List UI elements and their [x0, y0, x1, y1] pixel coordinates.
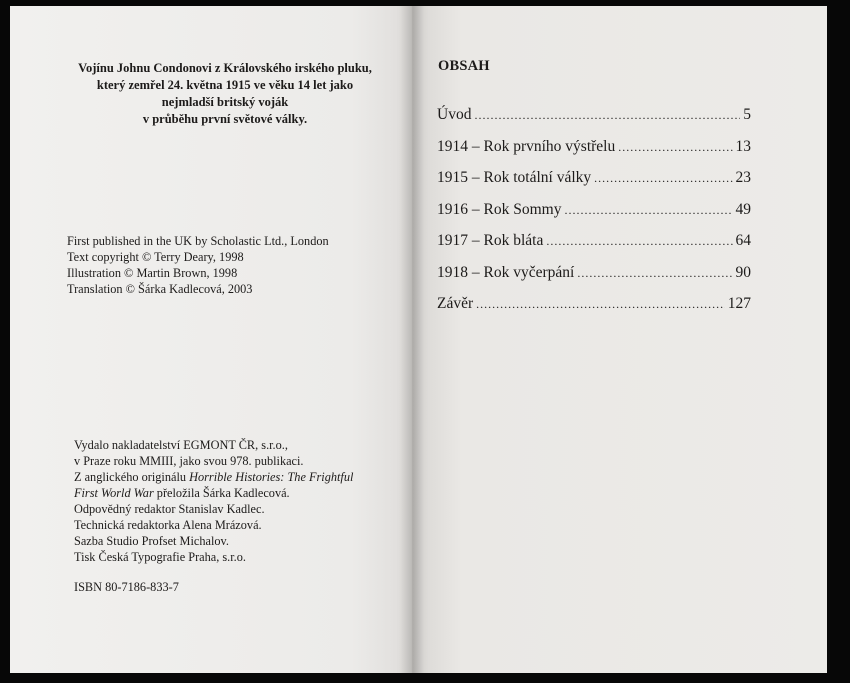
toc-entry[interactable]	[437, 169, 751, 201]
toc-entry-page: 90	[735, 263, 751, 281]
copyright-line: Illustration © Martin Brown, 1998	[67, 266, 238, 280]
toc-entry-page: 13	[735, 137, 751, 155]
original-title: Horrible Histories: The Frightful	[189, 470, 354, 484]
imprint-line: v Praze roku MMIII, jako svou 978. publikaci.	[74, 454, 304, 468]
toc-dot-leader	[577, 266, 732, 281]
copyright-notice	[67, 233, 397, 297]
toc-dot-leader	[594, 171, 732, 186]
toc-entry-title: Úvod	[437, 106, 472, 123]
book-spine	[400, 6, 424, 673]
original-title: First World War	[74, 486, 154, 500]
toc-entry-title: 1918 – Rok vyčerpání	[437, 263, 575, 281]
imprint-line: Sazba Studio Profset Michalov.	[74, 534, 229, 548]
toc-dot-leader	[474, 108, 740, 123]
toc-entry-title: Závěr	[437, 295, 474, 312]
toc-entry-title: 1917 – Rok bláta	[437, 232, 544, 249]
copyright-line: Translation © Šárka Kadlecová, 2003	[67, 282, 253, 296]
toc-entry[interactable]	[437, 264, 751, 296]
toc-entry[interactable]	[437, 106, 751, 138]
imprint-line	[74, 469, 404, 485]
isbn: ISBN 80-7186-833-7	[74, 580, 179, 594]
toc-entry-title: 1915 – Rok totální války	[437, 169, 592, 186]
toc-entry[interactable]	[437, 232, 751, 264]
copyright-line: First published in the UK by Scholastic Ltd., London	[67, 234, 329, 248]
toc-entry[interactable]	[437, 201, 751, 233]
imprint-text: Z anglického originálu	[74, 470, 190, 484]
toc-entry-page: 23	[735, 169, 751, 186]
toc-entry-title: 1916 – Rok Sommy	[437, 200, 562, 218]
table-of-contents	[437, 106, 751, 327]
toc-entry-page: 64	[735, 232, 751, 249]
dedication-line: Vojínu Johnu Condonovi z Královského irského pluku,	[78, 61, 372, 75]
toc-dot-leader	[618, 140, 732, 155]
toc-entry[interactable]	[437, 295, 751, 327]
contents-heading: OBSAH	[438, 58, 490, 74]
toc-entry-title: 1914 – Rok prvního výstřelu	[437, 137, 616, 155]
copyright-line: Text copyright © Terry Deary, 1998	[67, 250, 244, 264]
imprint-line: Technická redaktorka Alena Mrázová.	[74, 518, 262, 532]
imprint-line: Vydalo nakladatelství EGMONT ČR, s.r.o.,	[74, 438, 288, 452]
dedication-line: nejmladší britský voják	[161, 95, 289, 109]
toc-entry-page: 5	[743, 106, 751, 123]
toc-entry-page: 49	[735, 200, 751, 218]
toc-entry-page: 127	[727, 295, 751, 312]
imprint-line: Odpovědný redaktor Stanislav Kadlec.	[74, 502, 265, 516]
imprint-text: přeložila Šárka Kadlecová.	[153, 486, 290, 500]
toc-entry[interactable]	[437, 138, 751, 170]
imprint-line: Tisk Česká Typografie Praha, s.r.o.	[74, 550, 246, 564]
dedication-line: který zemřel 24. května 1915 ve věku 14 let jako	[96, 78, 354, 92]
publisher-imprint	[74, 437, 404, 565]
imprint-line	[74, 485, 404, 501]
toc-dot-leader	[564, 203, 732, 218]
toc-dot-leader	[476, 297, 725, 312]
dedication-line: v průběhu první světové války.	[142, 112, 308, 126]
toc-dot-leader	[546, 234, 732, 249]
dedication	[60, 60, 390, 128]
